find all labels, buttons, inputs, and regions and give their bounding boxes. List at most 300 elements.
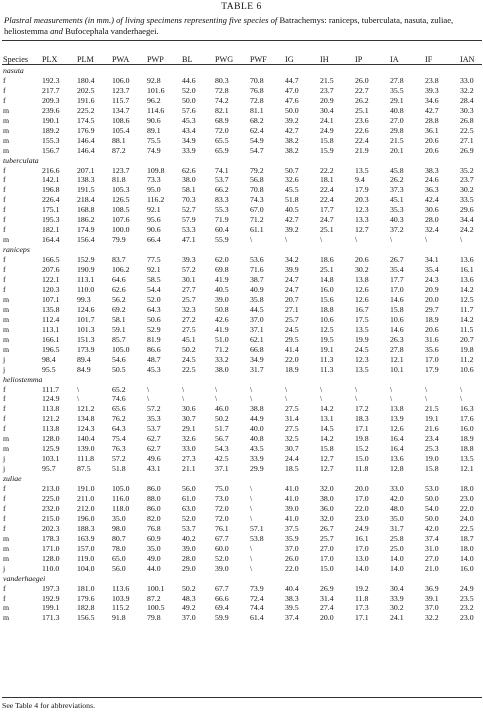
value-cell-plm: 196.0 [77,513,95,523]
value-cell-ih: 30.4 [320,105,334,115]
table-row [2,534,483,544]
value-cell-if: 37.0 [425,603,439,613]
value-cell-ig: 47.6 [285,95,299,105]
value-cell-pwa: 108.5 [112,205,130,215]
value-cell-bl: 45.3 [182,115,196,125]
value-cell-bl: 52.0 [182,513,196,523]
value-cell-ih: 14.2 [320,404,334,414]
value-cell-plx: 164.4 [42,235,60,245]
value-cell-pwf: 44.9 [250,414,264,424]
value-cell-plx: 113.1 [42,324,60,334]
value-cell-ih: 15.6 [320,294,334,304]
value-cell-ih: 27.0 [320,543,334,553]
value-cell-bl: 47.1 [182,235,196,245]
value-cell-ia: 40.3 [390,215,404,225]
sex-cell: j [3,563,6,573]
sex-cell: f [3,523,6,533]
value-cell-ip: 17.2 [355,404,369,414]
value-cell-plx: 199.1 [42,603,60,613]
value-cell-plx: 125.9 [42,444,60,454]
species-group-row [2,245,483,255]
value-cell-pwa: 105.4 [112,125,130,135]
value-cell-pwf: 61.1 [250,225,264,235]
value-cell-ih: 15.9 [320,145,334,155]
value-cell-if: 32.2 [425,613,439,623]
value-cell-pwg: 60.0 [215,543,229,553]
value-cell-ip: 15.2 [355,444,369,454]
value-cell-plx: 128.0 [42,434,60,444]
column-header-ig: IG [285,55,294,64]
value-cell-ig: 41.0 [285,493,299,503]
value-cell-pwf: 53.6 [250,255,264,265]
species-group-row [2,375,483,385]
value-cell-pwa: 35.0 [112,513,126,523]
value-cell-pwg: 69.8 [215,265,229,275]
value-cell-pwa: 76.3 [112,444,126,454]
sex-cell: f [3,493,6,503]
value-cell-ia: 27.0 [390,115,404,125]
value-cell-ia: 42.0 [390,493,404,503]
value-cell-ip: 16.1 [355,533,369,543]
value-cell-if: 36.3 [425,185,439,195]
table-row [2,584,483,594]
value-cell-if: 50.0 [425,493,439,503]
value-cell-plx: 121.2 [42,414,60,424]
value-cell-plm: 211.0 [77,493,95,503]
value-cell-plx: 171.3 [42,613,60,623]
value-cell-plx: 226.4 [42,195,60,205]
value-cell-bl: 52.7 [182,205,196,215]
value-cell-bl: 62.6 [182,165,196,175]
value-cell-pwg: 80.3 [215,75,229,85]
value-cell-pwp: 100.5 [147,603,165,613]
value-cell-pwg: 41.9 [215,324,229,334]
value-cell-ia: 48.0 [390,503,404,513]
value-cell-ian: 18.8 [460,444,474,454]
value-cell-pwg: 41.9 [215,275,229,285]
value-cell-ia: 24.1 [390,613,404,623]
value-cell-if: 30.6 [425,205,439,215]
value-cell-if: \ [425,394,428,404]
value-cell-pwg: 60.4 [215,225,229,235]
value-cell-pwg: 40.5 [215,284,229,294]
value-cell-ig: 39.2 [285,225,299,235]
table-row [2,166,483,176]
value-cell-pwp: 62.7 [147,434,161,444]
value-cell-bl: 45.1 [182,334,196,344]
value-cell-pwp: 92.8 [147,75,161,85]
value-cell-ih: 22.4 [320,185,334,195]
value-cell-pwf: \ [250,553,253,563]
value-cell-ip: 22.7 [355,85,369,95]
value-cell-pwg: 66.2 [215,185,229,195]
value-cell-pwa: 106.0 [112,75,130,85]
column-header-ian: IAN [460,55,475,64]
value-cell-pwa: 115.7 [112,95,130,105]
value-cell-pwg: 37.1 [215,464,229,474]
value-cell-ip: 17.1 [355,613,369,623]
value-cell-ih: 27.4 [320,603,334,613]
value-cell-plx: 166.5 [42,255,60,265]
value-cell-ih: 25.1 [320,265,334,275]
value-cell-bl: 57.6 [182,105,196,115]
value-cell-plx: 171.0 [42,543,60,553]
value-cell-pwg: \ [215,394,218,404]
value-cell-ian: 16.0 [460,563,474,573]
value-cell-ih: 14.8 [320,275,334,285]
value-cell-ih: 18.6 [320,255,334,265]
value-cell-ian: 24.0 [460,513,474,523]
value-cell-ig: \ [285,394,288,404]
table-row [2,524,483,534]
value-cell-pwg: 39.0 [215,294,229,304]
value-cell-bl: 21.1 [182,464,196,474]
value-cell-pwa: 56.0 [112,563,126,573]
value-cell-bl: 34.9 [182,135,196,145]
table-row [2,235,483,245]
table-title: TABLE 6 [221,2,262,12]
value-cell-ia: 33.9 [390,593,404,603]
value-cell-if: 42.7 [425,105,439,115]
value-cell-pwp: 86.6 [147,344,161,354]
value-cell-ian: 16.1 [460,265,474,275]
value-cell-ig: 41.4 [285,344,299,354]
table-row [2,404,483,414]
column-header-pwg: PWG [215,55,234,64]
table-row [2,464,483,474]
value-cell-ih: 25.7 [320,533,334,543]
value-cell-ig: 29.5 [285,334,299,344]
value-cell-pwg: 59.9 [215,613,229,623]
value-cell-pwf: \ [250,384,253,394]
value-cell-ia: 15.8 [390,304,404,314]
value-cell-if: 21.0 [425,563,439,573]
value-cell-pwp: 88.0 [147,493,161,503]
value-cell-ig: 45.5 [285,185,299,195]
table-row [2,414,483,424]
value-cell-ian: 26.8 [460,115,474,125]
value-cell-plm: 110.0 [77,284,95,294]
value-cell-pwg: 72.0 [215,513,229,523]
column-header-bl: BL [182,55,193,64]
footnote: See Table 4 for abbreviations. [2,701,96,710]
value-cell-pwa: 108.6 [112,115,130,125]
value-cell-if: 42.0 [425,523,439,533]
value-cell-ih: 36.0 [320,503,334,513]
value-cell-if: 38.3 [425,165,439,175]
value-cell-pwf: 62.4 [250,125,264,135]
value-cell-pwf: 74.3 [250,195,264,205]
value-cell-plx: 95.7 [42,464,56,474]
value-cell-ip: 20.3 [355,195,369,205]
table-row [2,106,483,116]
table-row [2,126,483,136]
value-cell-pwg: 82.1 [215,105,229,115]
value-cell-plm: 84.9 [77,364,91,374]
value-cell-ip: 13.3 [355,215,369,225]
value-cell-ian: 23.5 [460,593,474,603]
value-cell-pwf: 70.8 [250,185,264,195]
value-cell-pwp: 57.2 [147,404,161,414]
sex-cell: m [3,235,10,245]
value-cell-ip: 20.6 [355,255,369,265]
table-row [2,444,483,454]
value-cell-if: 27.0 [425,553,439,563]
value-cell-pwa: 83.7 [112,255,126,265]
value-cell-ih: 23.7 [320,85,334,95]
value-cell-plm: 202.5 [77,85,95,95]
table-row [2,454,483,464]
value-cell-pwg: 46.0 [215,404,229,414]
value-cell-pwf: 73.9 [250,583,264,593]
value-cell-ih: 17.0 [320,553,334,563]
bottom-rule [2,697,482,698]
value-cell-if: 20.6 [425,324,439,334]
sex-cell: m [3,344,10,354]
sex-cell: f [3,414,6,424]
value-cell-ip: 20.0 [355,484,369,494]
value-cell-ian: 35.2 [460,165,474,175]
header-row [2,53,483,66]
caption-part-4: and [50,26,63,36]
table-row [2,86,483,96]
value-cell-ig: 32.5 [285,434,299,444]
value-cell-bl: 25.7 [182,294,196,304]
value-cell-ig: \ [285,235,288,245]
value-cell-ip: 15.0 [355,454,369,464]
species-group-row [2,66,483,76]
value-cell-if: 23.8 [425,75,439,85]
value-cell-ian: 33.5 [460,195,474,205]
value-cell-ip: 17.3 [355,603,369,613]
value-cell-ia: 25.8 [390,533,404,543]
value-cell-bl: 50.2 [182,344,196,354]
value-cell-pwf: 38.8 [250,404,264,414]
value-cell-plx: 113.8 [42,424,60,434]
value-cell-ian: 23.0 [460,493,474,503]
value-cell-pwg: 42.5 [215,454,229,464]
value-cell-pwg: 65.5 [215,135,229,145]
value-cell-pwp: 52.0 [147,294,161,304]
value-cell-pwf: 70.8 [250,75,264,85]
value-cell-plm: 113.1 [77,275,95,285]
table-row [2,355,483,365]
species-name: raniceps [3,245,30,255]
value-cell-ia: 29.8 [390,125,404,135]
value-cell-ian: 17.6 [460,414,474,424]
value-cell-pwg: 75.0 [215,484,229,494]
value-cell-ih: 17.7 [320,205,334,215]
value-cell-pwa: 98.0 [112,523,126,533]
value-cell-plm: 190.9 [77,265,95,275]
value-cell-pwf: \ [250,493,253,503]
value-cell-pwa: 126.5 [112,195,130,205]
value-cell-ia: 26.3 [390,334,404,344]
value-cell-ia: 40.8 [390,105,404,115]
value-cell-ian: 28.4 [460,95,474,105]
value-cell-bl: 30.6 [182,404,196,414]
table-row [2,385,483,395]
caption-part-3: : raniceps, tuberculata, nasuta, zuliae, heliostemma [4,15,454,36]
value-cell-bl: 27.3 [182,454,196,464]
value-cell-if: 20.9 [425,284,439,294]
value-cell-ian: 16.0 [460,424,474,434]
value-cell-pwp: 64.3 [147,304,161,314]
sex-cell: f [3,583,6,593]
table-row [2,215,483,225]
value-cell-bl: \ [182,394,185,404]
value-cell-ia: 10.1 [390,364,404,374]
table-row [2,514,483,524]
value-cell-pwp: \ [147,394,150,404]
value-cell-ig: 50.0 [285,105,299,115]
value-cell-plm: 186.2 [77,215,95,225]
value-cell-plm: 99.3 [77,294,91,304]
value-cell-pwp: 35.0 [147,543,161,553]
value-cell-ia: 10.6 [390,314,404,324]
value-cell-pwa: 51.8 [112,464,126,474]
value-cell-pwf: 71.6 [250,265,264,275]
value-cell-plm: 212.0 [77,503,95,513]
value-cell-bl: 24.5 [182,354,196,364]
value-cell-pwg: 50.8 [215,304,229,314]
value-cell-pwf: 44.5 [250,304,264,314]
value-cell-ip: 19.2 [355,583,369,593]
value-cell-pwg: 67.7 [215,583,229,593]
value-cell-ia: 20.1 [390,145,404,155]
value-cell-ig: 39.9 [285,265,299,275]
value-cell-pwf: 66.8 [250,344,264,354]
value-cell-ih: 15.8 [320,135,334,145]
value-cell-bl: 70.3 [182,195,196,205]
sex-cell: m [3,434,10,444]
value-cell-pwa: 58.1 [112,314,126,324]
column-header-ip: IP [355,55,363,64]
value-cell-ian: 26.9 [460,145,474,155]
value-cell-pwg: 74.2 [215,95,229,105]
table-row [2,255,483,265]
sex-cell: f [3,593,6,603]
value-cell-pwa: 78.0 [112,543,126,553]
value-cell-plx: 207.6 [42,265,60,275]
value-cell-pwp: 79.8 [147,613,161,623]
table-row [2,315,483,325]
value-cell-ih: 26.7 [320,523,334,533]
value-cell-ian: 13.5 [460,454,474,464]
value-cell-plm: 218.4 [77,195,95,205]
table-row [2,136,483,146]
value-cell-ih: 19.1 [320,344,334,354]
value-cell-ia: 14.0 [390,553,404,563]
sex-cell: m [3,105,10,115]
value-cell-pwg: 72.0 [215,503,229,513]
value-cell-pwf: \ [250,484,253,494]
value-cell-pwp: 92.1 [147,265,161,275]
value-cell-ia: 35.5 [390,85,404,95]
value-cell-ip: 22.4 [355,135,369,145]
value-cell-pwp: 86.0 [147,484,161,494]
value-cell-ip: 17.5 [355,314,369,324]
value-cell-ip: 13.8 [355,275,369,285]
sex-cell: f [3,284,6,294]
value-cell-ig: 26.0 [285,553,299,563]
value-cell-ia: 25.0 [390,543,404,553]
table-body [2,66,483,623]
value-cell-ih: 26.9 [320,583,334,593]
value-cell-pwa: 116.0 [112,493,130,503]
value-cell-bl: 43.4 [182,125,196,135]
value-cell-ian: 12.1 [460,464,474,474]
table-row [2,484,483,494]
value-cell-ip: \ [355,235,358,245]
value-cell-ig: 35.9 [285,533,299,543]
value-cell-pwp: 45.3 [147,364,161,374]
value-cell-pwf: 40.8 [250,434,264,444]
value-cell-ip: 17.0 [355,543,369,553]
value-cell-pwf: 67.0 [250,205,264,215]
value-cell-plm: 139.0 [77,444,95,454]
value-cell-bl: 52.0 [182,85,196,95]
value-cell-if: 24.6 [425,175,439,185]
value-cell-ian: 24.9 [460,583,474,593]
value-cell-plm: 191.0 [77,484,95,494]
value-cell-plx: 239.6 [42,105,60,115]
value-cell-plx: 120.3 [42,284,60,294]
value-cell-ip: 26.2 [355,95,369,105]
value-cell-pwf: 38.7 [250,275,264,285]
value-cell-ia: 13.6 [390,454,404,464]
value-cell-bl: 50.0 [182,95,196,105]
value-cell-if: \ [425,235,428,245]
value-cell-ian: 29.6 [460,205,474,215]
value-cell-plm: 176.9 [77,125,95,135]
sex-cell: m [3,135,10,145]
value-cell-pwa: 81.8 [112,175,126,185]
value-cell-pwp: 44.0 [147,563,161,573]
value-cell-ian: 13.6 [460,275,474,285]
value-cell-if: 15.8 [425,464,439,474]
value-cell-pwp: 62.7 [147,444,161,454]
value-cell-pwf: 74.4 [250,603,264,613]
sex-cell: f [3,175,6,185]
value-cell-pwa: 62.6 [112,284,126,294]
value-cell-ip: 24.9 [355,523,369,533]
value-cell-ip: 18.3 [355,414,369,424]
table-row [2,544,483,554]
value-cell-pwf: 31.7 [250,364,264,374]
value-cell-pwa: 59.1 [112,324,126,334]
value-cell-ig: 39.5 [285,603,299,613]
value-cell-ia: 26.2 [390,175,404,185]
value-cell-plm: 174.9 [77,225,95,235]
value-cell-bl: 49.2 [182,603,196,613]
sex-cell: m [3,603,10,613]
table-row [2,504,483,514]
value-cell-bl: 53.7 [182,523,196,533]
sex-cell: f [3,95,6,105]
value-cell-ig: 40.5 [285,205,299,215]
value-cell-bl: 48.3 [182,593,196,603]
value-cell-ih: 10.6 [320,314,334,324]
value-cell-ip: 12.3 [355,205,369,215]
value-cell-plx: 217.7 [42,85,60,95]
value-cell-ian: 34.4 [460,215,474,225]
value-cell-ip: 13.0 [355,553,369,563]
sex-cell: f [3,424,6,434]
value-cell-ip: 13.5 [355,364,369,374]
value-cell-bl: 32.6 [182,434,196,444]
value-cell-pwp: 82.0 [147,513,161,523]
